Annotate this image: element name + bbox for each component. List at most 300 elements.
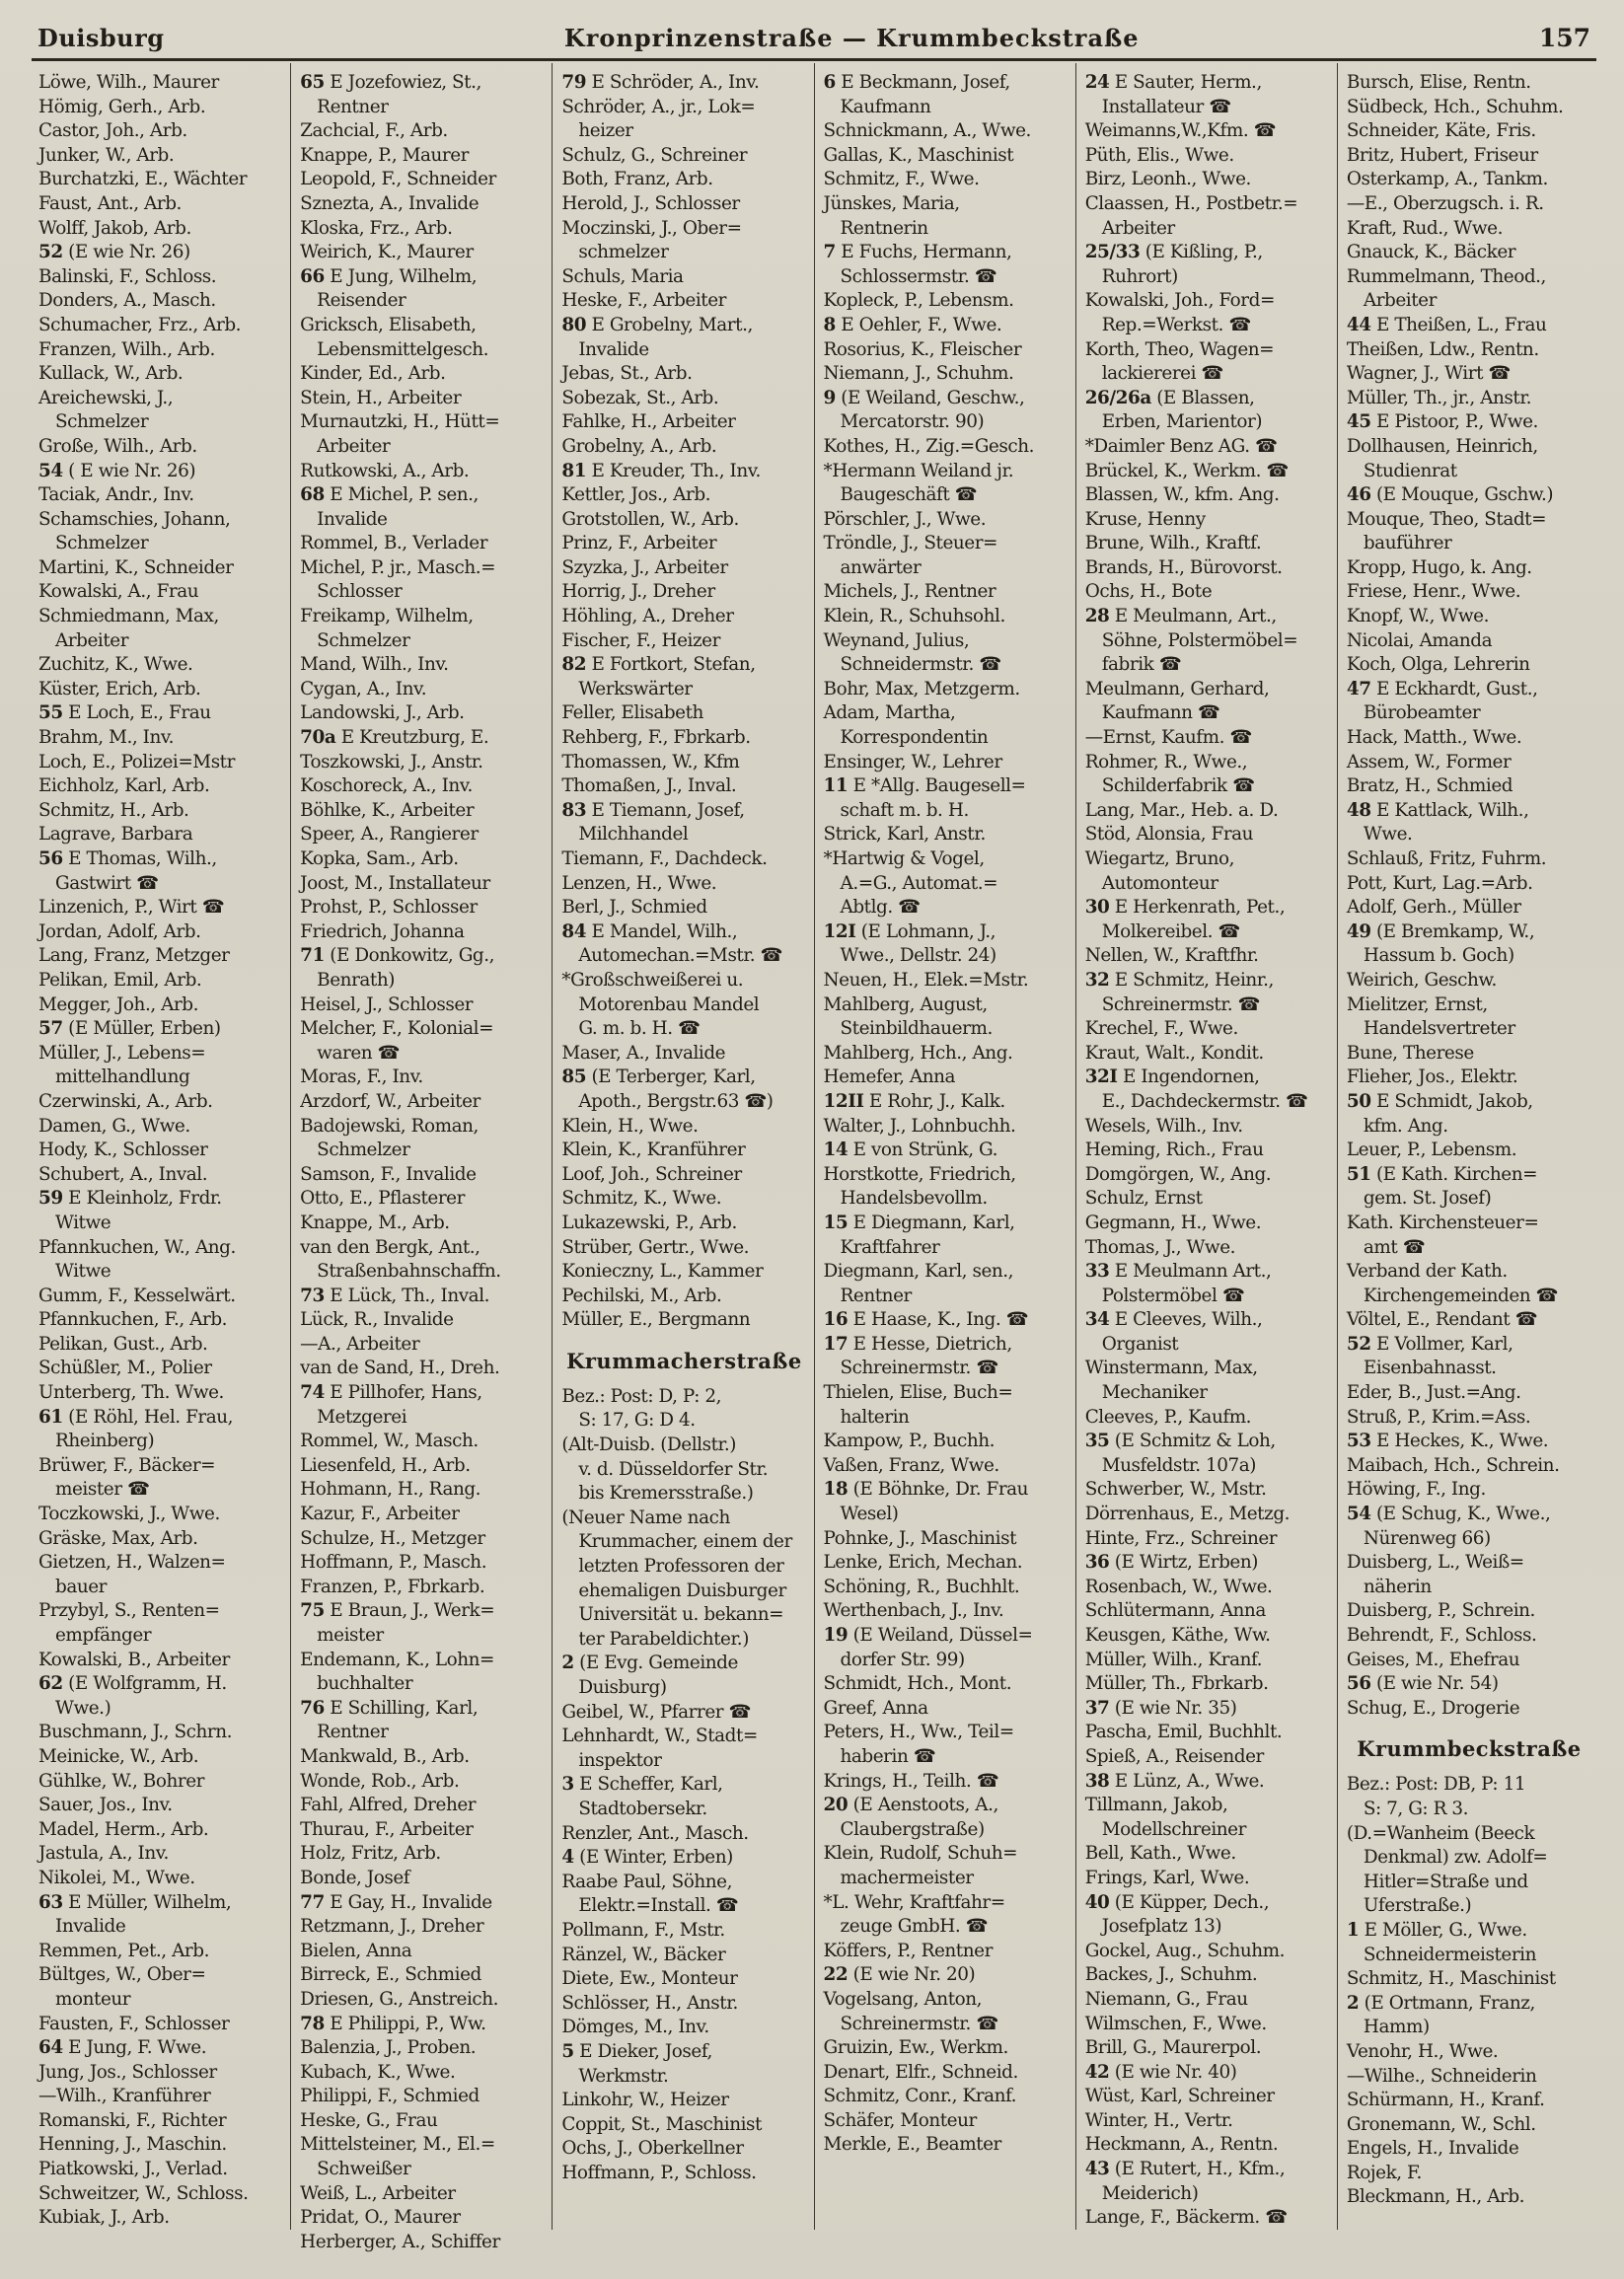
directory-entry-line: Spieß, A., Reisender: [1084, 1745, 1264, 1767]
directory-entry-line: Hamm): [1363, 2017, 1430, 2038]
directory-entry-line: Areichewski, J.,: [38, 387, 174, 408]
directory-entry-line: Josefplatz 13): [1101, 1916, 1222, 1938]
directory-entry-line: Jung, Jos., Schlosser: [38, 2061, 217, 2083]
directory-entry-line: Studienrat: [1363, 460, 1457, 481]
directory-entry-line: Thurau, F., Arbeiter: [300, 1818, 474, 1840]
directory-entry-line: Rentner: [317, 96, 389, 117]
directory-entry-line: Lenzen, H., Wwe.: [561, 872, 717, 894]
header-rule: [32, 58, 1596, 61]
directory-entry-line: Fausten, F., Schlosser: [38, 2013, 230, 2034]
directory-entry-line: Diegmann, Karl, sen.,: [823, 1261, 1014, 1283]
directory-entry-line: Both, Franz, Arb.: [561, 169, 713, 190]
directory-entry-line: Löwe, Wilh., Maurer: [38, 72, 219, 93]
directory-entry-line: Rehberg, F., Fbrkarb.: [561, 727, 751, 749]
directory-entry-line: Schüßler, M., Polier: [38, 1358, 212, 1379]
directory-entry-line: Schmitz, H., Maschinist: [1346, 1968, 1556, 1990]
directory-entry-line: Metzgerei: [317, 1406, 407, 1428]
directory-entry-line: Motorenbau Mandel: [578, 993, 760, 1015]
directory-entry-line: Retzmann, J., Dreher: [300, 1916, 484, 1938]
directory-entry-line: Schilderfabrik ☎: [1101, 775, 1255, 797]
directory-entry-line: Molkereibel. ☎: [1101, 920, 1240, 942]
directory-entry-line: Schneidermeisterin: [1363, 1944, 1536, 1965]
directory-entry-line: Kothes, H., Zig.=Gesch.: [823, 435, 1034, 457]
directory-entry-line: Stöd, Alonsia, Frau: [1084, 824, 1254, 845]
directory-entry-line: Mahlberg, Hch., Ang.: [823, 1042, 1013, 1064]
directory-entry-line: 3 E Scheffer, Karl,: [561, 1774, 723, 1796]
directory-entry-line: Universität u. bekann=: [578, 1604, 784, 1626]
directory-entry-line: Schneider, Käte, Fris.: [1346, 120, 1536, 142]
directory-entry-line: Geibel, W., Pfarrer ☎: [561, 1701, 751, 1723]
directory-entry-line: Holz, Fritz, Arb.: [300, 1843, 441, 1865]
directory-entry-line: Mielitzer, Ernst,: [1346, 993, 1488, 1015]
directory-entry-line: —Wilh., Kranführer: [38, 2086, 211, 2107]
directory-entry-line: Pelikan, Emil, Arb.: [38, 969, 202, 991]
directory-entry-line: 42 (E wie Nr. 40): [1084, 2061, 1237, 2083]
directory-entry-line: Toczkowski, J., Wwe.: [38, 1504, 220, 1525]
directory-entry-line: Hassum b. Goch): [1363, 945, 1514, 967]
directory-entry-line: Buschmann, J., Schrn.: [38, 1722, 232, 1743]
directory-entry-line: Schlossermstr. ☎: [840, 265, 997, 287]
directory-entry-line: Pechilski, M., Arb.: [561, 1285, 722, 1306]
directory-entry-line: 26/26a (E Blassen,: [1084, 387, 1255, 408]
directory-entry-line: Sobezak, St., Arb.: [561, 387, 719, 408]
directory-entry-line: (D.=Wanheim (Beeck: [1346, 1822, 1535, 1844]
directory-entry-line: Schnickmann, A., Wwe.: [823, 120, 1031, 142]
directory-entry-line: amt ☎: [1363, 1236, 1426, 1258]
directory-entry-line: 16 E Haase, K., Ing. ☎: [823, 1309, 1029, 1331]
directory-entry-line: Heming, Rich., Frau: [1084, 1140, 1264, 1161]
directory-entry-line: Grotstollen, W., Arb.: [561, 508, 739, 530]
directory-entry-line: Kloska, Frz., Arb.: [300, 217, 453, 239]
directory-entry-line: Elektr.=Install. ☎: [578, 1895, 739, 1917]
directory-entry-line: 84 E Mandel, Wilh.,: [561, 920, 738, 942]
directory-entry-line: Nicolai, Amanda: [1346, 629, 1493, 651]
directory-entry-line: 65 E Jozefowiez, St.,: [300, 72, 481, 93]
directory-entry-line: 12II E Rohr, J., Kalk.: [823, 1090, 1005, 1112]
directory-entry-line: Kropp, Hugo, k. Ang.: [1346, 556, 1532, 578]
directory-entry-line: Mand, Wilh., Inv.: [300, 654, 449, 676]
directory-entry-line: Hoffmann, P., Schloss.: [561, 2162, 757, 2183]
directory-entry-line: 62 (E Wolfgramm, H.: [38, 1673, 227, 1695]
directory-entry-line: Pörschler, J., Wwe.: [823, 508, 987, 530]
directory-entry-line: Abtlg. ☎: [840, 897, 921, 919]
directory-entry-line: Rosenbach, W., Wwe.: [1084, 1576, 1273, 1597]
directory-entry-line: Melcher, F., Kolonial=: [300, 1018, 494, 1040]
directory-entry-line: Schug, E., Drogerie: [1346, 1697, 1520, 1719]
directory-entry-line: Horstkotte, Friedrich,: [823, 1163, 1016, 1185]
directory-entry-line: Denart, Elfr., Schneid.: [823, 2061, 1018, 2083]
directory-entry-line: Brüwer, F., Bäcker=: [38, 1454, 216, 1476]
directory-entry-line: Balenzia, J., Proben.: [300, 2037, 477, 2059]
directory-entry-line: Milchhandel: [578, 824, 689, 845]
directory-entry-line: 32 E Schmitz, Heinr.,: [1084, 969, 1274, 991]
directory-entry-line: Rentner: [840, 1285, 912, 1306]
directory-entry-line: Duisberg, L., Weiß=: [1346, 1552, 1524, 1574]
directory-entry-line: G. m. b. H. ☎: [578, 1018, 701, 1040]
directory-entry-line: Heckmann, A., Rentn.: [1084, 2134, 1279, 2156]
directory-entry-line: Schmiedmann, Max,: [38, 606, 219, 627]
directory-entry-line: 40 (E Küpper, Dech.,: [1084, 1891, 1270, 1913]
directory-entry-line: van den Bergk, Ant.,: [300, 1236, 480, 1258]
directory-entry-line: 49 (E Bremkamp, W.,: [1346, 920, 1535, 942]
directory-entry-line: machermeister: [840, 1867, 974, 1888]
directory-entry-line: Schmelzer: [317, 1140, 410, 1161]
directory-entry-line: Friedrich, Johanna: [300, 920, 465, 942]
directory-entry-line: Thielen, Elise, Buch=: [823, 1382, 1013, 1404]
directory-entry-line: Liesenfeld, H., Arb.: [300, 1454, 471, 1476]
directory-entry-line: v. d. Düsseldorfer Str.: [578, 1458, 769, 1480]
directory-entry-line: Küster, Erich, Arb.: [38, 678, 201, 699]
directory-entry-line: Kinder, Ed., Arb.: [300, 363, 446, 385]
directory-entry-line: Kowalski, B., Arbeiter: [38, 1649, 230, 1670]
directory-entry-line: Meulmann, Gerhard,: [1084, 678, 1270, 699]
directory-entry-line: Korth, Theo, Wagen=: [1084, 338, 1275, 360]
directory-entry-line: *Hartwig & Vogel,: [823, 848, 985, 869]
directory-entry-line: 8 E Oehler, F., Wwe.: [823, 314, 1002, 335]
directory-entry-line: Polstermöbel ☎: [1101, 1285, 1245, 1306]
directory-entry-line: zeuge GmbH. ☎: [840, 1916, 989, 1938]
directory-entry-line: Dörrenhaus, E., Metzg.: [1084, 1504, 1291, 1525]
directory-entry-line: 43 (E Rutert, H., Kfm.,: [1084, 2159, 1286, 2180]
directory-entry-line: 51 (E Kath. Kirchen=: [1346, 1163, 1538, 1185]
directory-entry-line: Mechaniker: [1101, 1382, 1208, 1404]
directory-entry-line: Völtel, E., Rendant ☎: [1346, 1309, 1538, 1331]
directory-entry-line: Fahl, Alfred, Dreher: [300, 1795, 477, 1816]
directory-entry-line: Burchatzki, E., Wächter: [38, 169, 248, 190]
directory-entry-line: 37 (E wie Nr. 35): [1084, 1697, 1237, 1719]
directory-entry-line: Samson, F., Invalide: [300, 1163, 477, 1185]
directory-entry-line: Nürenweg 66): [1363, 1527, 1491, 1549]
directory-entry-line: Schwerber, W., Mstr.: [1084, 1479, 1267, 1501]
directory-entry-line: Rutkowski, A., Arb.: [300, 460, 470, 481]
directory-entry-line: Martini, K., Schneider: [38, 556, 234, 578]
directory-entry-line: Kullack, W., Arb.: [38, 363, 184, 385]
directory-entry-line: Gräske, Max, Arb.: [38, 1527, 198, 1549]
directory-entry-line: Wesels, Wilh., Inv.: [1084, 1115, 1243, 1137]
directory-entry-line: —A., Arbeiter: [300, 1333, 420, 1355]
directory-entry-line: Hody, K., Schlosser: [38, 1140, 208, 1161]
directory-entry-line: 14 E von Strünk, G.: [823, 1140, 998, 1161]
directory-entry-line: Rentnerin: [840, 217, 928, 239]
directory-entry-line: Remmen, Pet., Arb.: [38, 1940, 209, 1961]
directory-entry-line: Söhne, Polstermöbel=: [1101, 629, 1298, 651]
directory-entry-line: Klein, R., Schuhsohl.: [823, 606, 1005, 627]
directory-entry-line: 38 E Lünz, A., Wwe.: [1084, 1770, 1265, 1792]
directory-entry-line: Assem, W., Former: [1346, 751, 1512, 772]
directory-entry-line: Madel, Herm., Arb.: [38, 1818, 209, 1840]
directory-entry-line: Denkmal) zw. Adolf=: [1363, 1847, 1548, 1869]
directory-entry-line: dorfer Str. 99): [840, 1649, 965, 1670]
directory-entry-line: Pott, Kurt, Lag.=Arb.: [1346, 872, 1533, 894]
directory-entry-line: Maibach, Hch., Schrein.: [1346, 1454, 1560, 1476]
directory-entry-line: Jastula, A., Inv.: [38, 1843, 169, 1865]
directory-entry-line: Bonde, Josef: [300, 1867, 410, 1888]
directory-entry-line: Eichholz, Karl, Arb.: [38, 775, 210, 797]
directory-entry-line: Kraut, Walt., Kondit.: [1084, 1042, 1264, 1064]
directory-entry-line: Kruse, Henny: [1084, 508, 1206, 530]
directory-entry-line: Brill, G., Maurerpol.: [1084, 2037, 1262, 2059]
directory-entry-line: Romanski, F., Richter: [38, 2109, 227, 2131]
directory-entry-line: Mittelsteiner, M., El.=: [300, 2134, 495, 2156]
directory-entry-line: Freikamp, Wilhelm,: [300, 606, 474, 627]
directory-entry-line: Wilmschen, F., Wwe.: [1084, 2013, 1267, 2034]
directory-entry-line: 80 E Grobelny, Mart.,: [561, 314, 753, 335]
directory-entry-line: Invalide: [317, 508, 388, 530]
directory-entry-line: 68 E Michel, P. sen.,: [300, 484, 479, 506]
directory-entry-line: Eder, B., Just.=Ang.: [1346, 1382, 1521, 1404]
directory-entry-line: Knopf, W., Wwe.: [1346, 606, 1489, 627]
directory-entry-line: Bültges, W., Ober=: [38, 1964, 206, 1986]
directory-entry-line: Organist: [1101, 1333, 1179, 1355]
directory-entry-line: Theißen, Ldw., Rentn.: [1346, 338, 1539, 360]
page-number: 157: [1538, 24, 1590, 52]
directory-entry-line: Wwe.): [55, 1697, 111, 1719]
directory-entry-line: Domgörgen, W., Ang.: [1084, 1163, 1272, 1185]
directory-entry-line: 82 E Fortkort, Stefan,: [561, 654, 756, 676]
directory-entry-line: Brahm, M., Inv.: [38, 727, 175, 749]
directory-entry-line: Schreinermstr. ☎: [1101, 993, 1260, 1015]
directory-entry-line: schmelzer: [578, 242, 669, 263]
directory-entry-line: Leopold, F., Schneider: [300, 169, 496, 190]
directory-entry-line: 83 E Tiemann, Josef,: [561, 799, 745, 821]
directory-entry-line: Kirchengemeinden ☎: [1363, 1285, 1559, 1306]
directory-entry-line: 66 E Jung, Wilhelm,: [300, 265, 478, 287]
directory-entry-line: Fahlke, H., Arbeiter: [561, 411, 736, 433]
directory-entry-line: Wwe.: [1363, 824, 1413, 845]
directory-entry-line: Pfannkuchen, F., Arb.: [38, 1309, 228, 1331]
directory-entry-line: Winter, H., Vertr.: [1084, 2109, 1233, 2131]
directory-entry-line: Müller, J., Lebens=: [38, 1042, 206, 1064]
directory-entry-line: Klein, K., Kranführer: [561, 1140, 746, 1161]
directory-entry-line: letzten Professoren der: [578, 1556, 784, 1578]
directory-entry-line: 44 E Theißen, L., Frau: [1346, 314, 1547, 335]
directory-entry-line: Steinbildhauerm.: [840, 1018, 993, 1040]
directory-entry-line: Lukazewski, P., Arb.: [561, 1212, 737, 1233]
directory-column-4: [815, 63, 1076, 2230]
directory-entry-line: Arbeiter: [317, 435, 391, 457]
directory-entry-line: Tillmann, Jakob,: [1084, 1795, 1228, 1816]
directory-entry-line: Landowski, J., Arb.: [300, 702, 465, 724]
directory-entry-line: Damen, G., Wwe.: [38, 1115, 190, 1137]
directory-entry-line: Coppit, St., Maschinist: [561, 2113, 762, 2135]
directory-entry-line: Dollhausen, Heinrich,: [1346, 435, 1538, 457]
directory-entry-line: Bell, Kath., Wwe.: [1084, 1843, 1236, 1865]
directory-entry-line: Prohst, P., Schlosser: [300, 897, 478, 919]
directory-entry-line: Maser, A., Invalide: [561, 1042, 726, 1064]
directory-entry-line: näherin: [1363, 1576, 1432, 1597]
directory-entry-line: Klein, H., Wwe.: [561, 1115, 699, 1137]
directory-entry-line: 78 E Philippi, P., Ww.: [300, 2013, 486, 2034]
directory-entry-line: Witwe: [55, 1261, 111, 1283]
directory-entry-line: 48 E Kattlack, Wilh.,: [1346, 799, 1529, 821]
directory-entry-line: Schlauß, Fritz, Fuhrm.: [1346, 848, 1547, 869]
directory-entry-line: 5 E Dieker, Josef,: [561, 2040, 712, 2062]
directory-entry-line: Kettler, Jos., Arb.: [561, 484, 711, 506]
directory-entry-line: Speer, A., Rangierer: [300, 824, 479, 845]
directory-entry-line: Linzenich, P., Wirt ☎: [38, 897, 225, 919]
directory-entry-line: Flieher, Jos., Elektr.: [1346, 1066, 1518, 1088]
directory-entry-line: Hinte, Frz., Schreiner: [1084, 1527, 1278, 1549]
directory-entry-line: bauer: [55, 1576, 108, 1597]
directory-entry-line: Balinski, F., Schloss.: [38, 265, 217, 287]
directory-entry-line: Ochs, J., Oberkellner: [561, 2138, 744, 2160]
directory-entry-line: Brückel, K., Werkm. ☎: [1084, 460, 1289, 481]
directory-entry-line: 56 E Thomas, Wilh.,: [38, 848, 217, 869]
directory-entry-line: Bursch, Elise, Rentn.: [1346, 72, 1531, 93]
directory-entry-line: Piatkowski, J., Verlad.: [38, 2159, 228, 2180]
directory-entry-line: Rommel, W., Masch.: [300, 1431, 479, 1452]
directory-entry-line: Schlütermann, Anna: [1084, 1600, 1266, 1622]
directory-entry-line: 12I (E Lohmann, J.,: [823, 920, 997, 942]
directory-entry-line: Frings, Karl, Wwe.: [1084, 1867, 1250, 1888]
directory-entry-line: Struß, P., Krim.=Ass.: [1346, 1406, 1531, 1428]
street-header: Krummacherstraße: [566, 1348, 802, 1373]
directory-entry-line: Junker, W., Arb.: [38, 144, 175, 166]
directory-entry-line: Schulz, Ernst: [1084, 1188, 1203, 1210]
directory-entry-line: Lang, Franz, Metzger: [38, 945, 230, 967]
directory-entry-line: A.=G., Automat.=: [840, 872, 998, 894]
directory-entry-line: Friese, Henr., Wwe.: [1346, 581, 1521, 603]
directory-entry-line: Wüst, Karl, Schreiner: [1084, 2086, 1275, 2107]
directory-entry-line: 71 (E Donkowitz, Gg.,: [300, 945, 495, 967]
directory-entry-line: Heske, F., Arbeiter: [561, 290, 726, 312]
directory-entry-line: Walter, J., Lohnbuchh.: [823, 1115, 1016, 1137]
directory-entry-line: Schreinermstr. ☎: [840, 1358, 998, 1379]
directory-entry-line: 52 E Vollmer, Karl,: [1346, 1333, 1513, 1355]
directory-entry-line: 33 E Meulmann Art.,: [1084, 1261, 1272, 1283]
directory-entry-line: Knappe, P., Maurer: [300, 144, 470, 166]
directory-entry-line: Werkmstr.: [578, 2065, 669, 2087]
directory-entry-line: Lagrave, Barbara: [38, 824, 193, 845]
directory-entry-line: 61 (E Röhl, Hel. Frau,: [38, 1406, 234, 1428]
directory-entry-line: 79 E Schröder, A., Inv.: [561, 72, 760, 93]
directory-entry-line: Schulze, H., Metzger: [300, 1527, 485, 1549]
directory-entry-line: Nellen, W., Kraftfhr.: [1084, 945, 1259, 967]
directory-entry-line: Megger, Joh., Arb.: [38, 993, 199, 1015]
directory-entry-line: Mouque, Theo, Stadt=: [1346, 508, 1547, 530]
directory-entry-line: Castor, Joh., Arb.: [38, 120, 187, 142]
directory-entry-line: 74 E Pillhofer, Hans,: [300, 1382, 482, 1404]
directory-entry-line: waren ☎: [317, 1042, 401, 1064]
directory-entry-line: Pascha, Emil, Buchhlt.: [1084, 1722, 1283, 1743]
directory-entry-line: Arbeiter: [55, 629, 129, 651]
directory-entry-line: Behrendt, F., Schloss.: [1346, 1625, 1537, 1646]
directory-entry-line: Winstermann, Max,: [1084, 1358, 1258, 1379]
directory-entry-line: 20 (E Aenstoots, A.,: [823, 1795, 998, 1816]
directory-entry-line: Loof, Joh., Schreiner: [561, 1163, 742, 1185]
directory-entry-line: 77 E Gay, H., Invalide: [300, 1891, 492, 1913]
directory-entry-line: Vaßen, Franz, Wwe.: [823, 1454, 999, 1476]
directory-entry-line: Gnauck, K., Bäcker: [1346, 242, 1516, 263]
directory-entry-line: Renzler, Ant., Masch.: [561, 1822, 749, 1844]
directory-entry-line: buchhalter: [317, 1673, 413, 1695]
directory-entry-line: (Neuer Name nach: [561, 1507, 730, 1528]
directory-entry-line: Schubert, A., Inval.: [38, 1163, 208, 1185]
directory-entry-line: 73 E Lück, Th., Inval.: [300, 1285, 490, 1306]
directory-entry-line: Rummelmann, Theod.,: [1346, 265, 1546, 287]
directory-entry-line: haberin ☎: [840, 1745, 936, 1767]
directory-entry-line: Ränzel, W., Bäcker: [561, 1944, 726, 1965]
directory-entry-line: Schneidermstr. ☎: [840, 654, 1001, 676]
directory-entry-line: ehemaligen Duisburger: [578, 1580, 786, 1601]
directory-entry-line: *Hermann Weiland jr.: [823, 460, 1014, 481]
directory-entry-line: Unterberg, Th. Wwe.: [38, 1382, 224, 1404]
directory-entry-line: Thomas, J., Wwe.: [1084, 1236, 1236, 1258]
directory-entry-line: 57 (E Müller, Erben): [38, 1018, 221, 1040]
directory-entry-line: meister ☎: [55, 1479, 150, 1501]
directory-entry-line: Otto, E., Pflasterer: [300, 1188, 465, 1210]
directory-entry-line: Lang, Mar., Heb. a. D.: [1084, 799, 1279, 821]
directory-entry-line: Herberger, A., Schiffer: [300, 2231, 500, 2252]
directory-entry-line: 30 E Herkenrath, Pet.,: [1084, 897, 1286, 919]
directory-entry-line: Kubiak, J., Arb.: [38, 2207, 170, 2229]
directory-entry-line: Badojewski, Roman,: [300, 1115, 479, 1137]
directory-entry-line: Mercatorstr. 90): [840, 411, 985, 433]
directory-entry-line: 4 (E Winter, Erben): [561, 1847, 733, 1869]
directory-entry-line: Ruhrort): [1101, 265, 1178, 287]
directory-entry-line: Müller, Th., jr., Anstr.: [1346, 387, 1532, 408]
directory-entry-line: 32I E Ingendornen,: [1084, 1066, 1260, 1088]
directory-entry-line: Rentner: [317, 1722, 389, 1743]
directory-entry-line: Müller, Th., Fbrkarb.: [1084, 1673, 1269, 1695]
directory-entry-line: Baugeschäft ☎: [840, 484, 978, 506]
directory-entry-line: 2 (E Ortmann, Franz,: [1346, 1992, 1535, 2014]
directory-entry-line: Prinz, F., Arbeiter: [561, 533, 717, 554]
directory-entry-line: schaft m. b. H.: [840, 799, 969, 821]
directory-entry-line: Kowalski, Joh., Ford=: [1084, 290, 1275, 312]
directory-entry-line: Gallas, K., Maschinist: [823, 144, 1014, 166]
directory-entry-line: 2 (E Evg. Gemeinde: [561, 1653, 738, 1674]
directory-entry-line: Dömges, M., Inv.: [561, 2017, 709, 2038]
directory-entry-line: Große, Wilh., Arb.: [38, 435, 197, 457]
directory-entry-line: 1 E Möller, G., Wwe.: [1346, 1919, 1527, 1941]
directory-entry-line: Koch, Olga, Lehrerin: [1346, 654, 1530, 676]
directory-entry-line: Greef, Anna: [823, 1697, 928, 1719]
directory-entry-line: Claubergstraße): [840, 1818, 985, 1840]
directory-entry-line: Thomaßen, J., Inval.: [561, 775, 737, 797]
directory-entry-line: Krings, H., Teilh. ☎: [823, 1770, 999, 1792]
directory-entry-line: *Daimler Benz AG. ☎: [1084, 435, 1278, 457]
directory-entry-line: halterin: [840, 1406, 910, 1428]
directory-entry-line: Kraft, Rud., Wwe.: [1346, 217, 1503, 239]
directory-entry-line: Thomassen, W., Kfm: [561, 751, 740, 772]
directory-entry-line: 45 E Pistoor, P., Wwe.: [1346, 411, 1538, 433]
directory-entry-line: 63 E Müller, Wilhelm,: [38, 1891, 232, 1913]
directory-entry-line: Kath. Kirchensteuer=: [1346, 1212, 1539, 1233]
directory-entry-line: Höwing, F., Ing.: [1346, 1479, 1486, 1501]
directory-entry-line: Arbeiter: [1101, 217, 1175, 239]
directory-entry-line: Schulz, G., Schreiner: [561, 144, 748, 166]
directory-entry-line: 36 (E Wirtz, Erben): [1084, 1552, 1258, 1574]
directory-entry-line: Stadtobersekr.: [578, 1798, 707, 1819]
directory-entry-line: bauführer: [1363, 533, 1452, 554]
directory-entry-line: 19 (E Weiland, Düssel=: [823, 1625, 1033, 1646]
directory-entry-line: Witwe: [55, 1212, 111, 1233]
directory-entry-line: 53 E Heckes, K., Wwe.: [1346, 1431, 1549, 1452]
directory-entry-line: Bielen, Anna: [300, 1940, 412, 1961]
directory-entry-line: Rojek, F.: [1346, 2162, 1422, 2183]
directory-entry-line: Birreck, E., Schmied: [300, 1964, 481, 1986]
directory-entry-line: Philippi, F., Schmied: [300, 2086, 480, 2107]
directory-entry-line: 46 (E Mouque, Gschw.): [1346, 484, 1554, 506]
header-street-range: Kronprinzenstraße — Krummbeckstraße: [563, 24, 1140, 52]
directory-entry-line: Kazur, F., Arbeiter: [300, 1504, 460, 1525]
directory-entry-line: Michel, P. jr., Masch.=: [300, 556, 496, 578]
directory-entry-line: fabrik ☎: [1101, 654, 1182, 676]
directory-entry-line: meister: [317, 1625, 384, 1646]
directory-entry-line: Gastwirt ☎: [55, 872, 159, 894]
directory-entry-line: 15 E Diegmann, Karl,: [823, 1212, 1015, 1233]
